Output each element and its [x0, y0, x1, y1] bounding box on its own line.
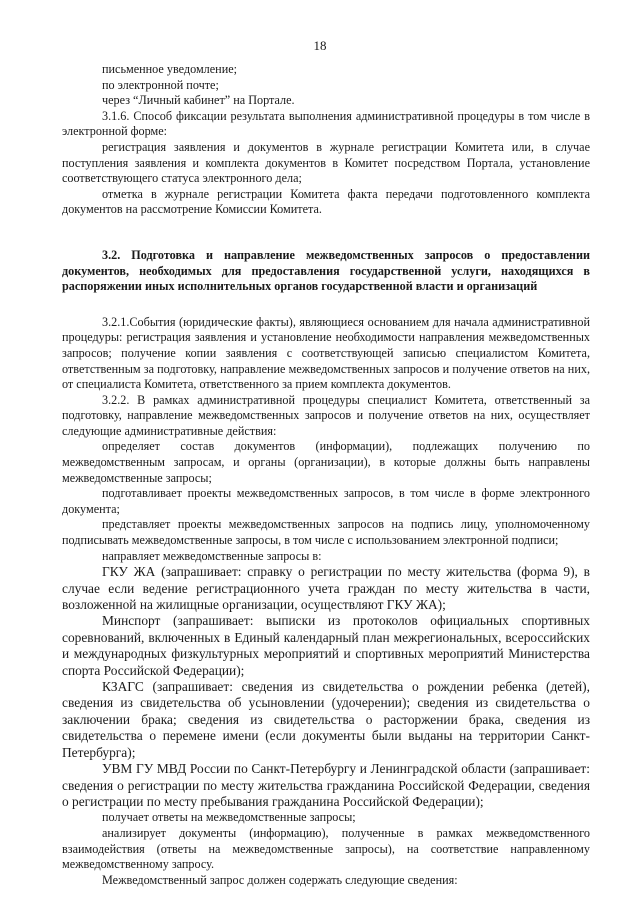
- document-body: [62, 62, 590, 888]
- paragraph: Межведомственный запрос должен содержать следующие сведения:: [102, 872, 458, 887]
- paragraph: письменное уведомление;: [102, 62, 238, 76]
- paragraph: анализирует документы (информацию), полученные в рамках межведомственного взаимодействия (ответы на межведомственные запросы), на соответствие направленному межведомственному запросу.: [62, 825, 590, 872]
- paragraph: отметка в журнале регистрации Комитета факта передачи подготовленного комплекта документов на рассмотрение Комиссии Комитета.: [62, 186, 590, 217]
- paragraph: регистрация заявления и документов в журнале регистрации Комитета или, в случае поступления заявления и комплекта документов в Комитет посредством Портала, установление соответствующего статуса электронного дела;: [62, 139, 590, 186]
- paragraph: КЗАГС (запрашивает: сведения из свидетельства о рождении ребенка (детей), сведения из свидетельства об усыновлении (удочерении); сведения из свидетельства о заключении брака; сведения из свидетельства о расторжении брака, сведения из свидетельства о перемене имени (если документы были выданы на территории Санкт-Петербурга);: [62, 679, 590, 760]
- page-number: 18: [313, 38, 327, 53]
- paragraph: направляет межведомственные запросы в:: [102, 548, 322, 563]
- paragraph: 3.2.2. В рамках административной процедуры специалист Комитета, ответственный за подготовку, направление межведомственных запросов и получение ответов на них, осуществляет следующие административные действия:: [62, 392, 590, 438]
- paragraph: определяет состав документов (информации), подлежащих получению по межведомственным запросам, и органы (организации), в которые должны быть направлены межведомственные запросы;: [62, 439, 590, 485]
- paragraph: подготавливает проекты межведомственных запросов, в том числе в форме электронного документа;: [62, 486, 590, 516]
- paragraph: 3.2.1.События (юридические факты), являющиеся основанием для начала административной процедуры: регистрация заявления и установление необходимости направления межведомственных запросов; получение копии заявления с соответствующей записью специалистом Комитета, ответственным за подготовку, направление межведомственных запросов и получение ответов на них, от специалиста Комитета, ответственного за прием комплекта документов.: [62, 314, 590, 392]
- paragraph: представляет проекты межведомственных запросов на подпись лицу, уполномоченному подписывать межведомственные запросы, в том числе с использованием электронной подписи;: [62, 517, 590, 548]
- paragraph: 3.1.6. Способ фиксации результата выполнения административной процедуры в том числе в электронной форме:: [62, 108, 590, 139]
- paragraph: по электронной почте;: [102, 77, 219, 92]
- paragraph: получает ответы на межведомственные запросы;: [102, 810, 356, 825]
- paragraph: ГКУ ЖА (запрашивает: справку о регистрации по месту жительства (форма 9), в случае если ведение регистрационного учета граждан по месту жительства в части, возложенной на жилищные организации, осуществляют ГКУ ЖА);: [62, 564, 590, 613]
- paragraph: Минспорт (запрашивает: выписки из протоколов официальных спортивных соревнований, включенных в Единый календарный план межрегиональных, всероссийских и международных физкультурных мероприятий и спортивных мероприятий Министерства спорта Российской Федерации);: [62, 613, 590, 678]
- section-heading: 3.2. Подготовка и направление межведомственных запросов о предоставлении документов, необходимых для предоставления государственной услуги, находящихся в распоряжении иных исполнительных органов государственной власти и организаций: [62, 247, 590, 294]
- spacer: [62, 295, 590, 315]
- paragraph: УВМ ГУ МВД России по Санкт-Петербургу и Ленинградской области (запрашивает: сведения о регистрации по месту жительства гражданина Российской Федерации, сведения о регистрации по месту пребывания гражданина Российской Федерации);: [62, 761, 590, 809]
- paragraph: через “Личный кабинет” на Портале.: [102, 93, 295, 108]
- spacer: [62, 218, 590, 248]
